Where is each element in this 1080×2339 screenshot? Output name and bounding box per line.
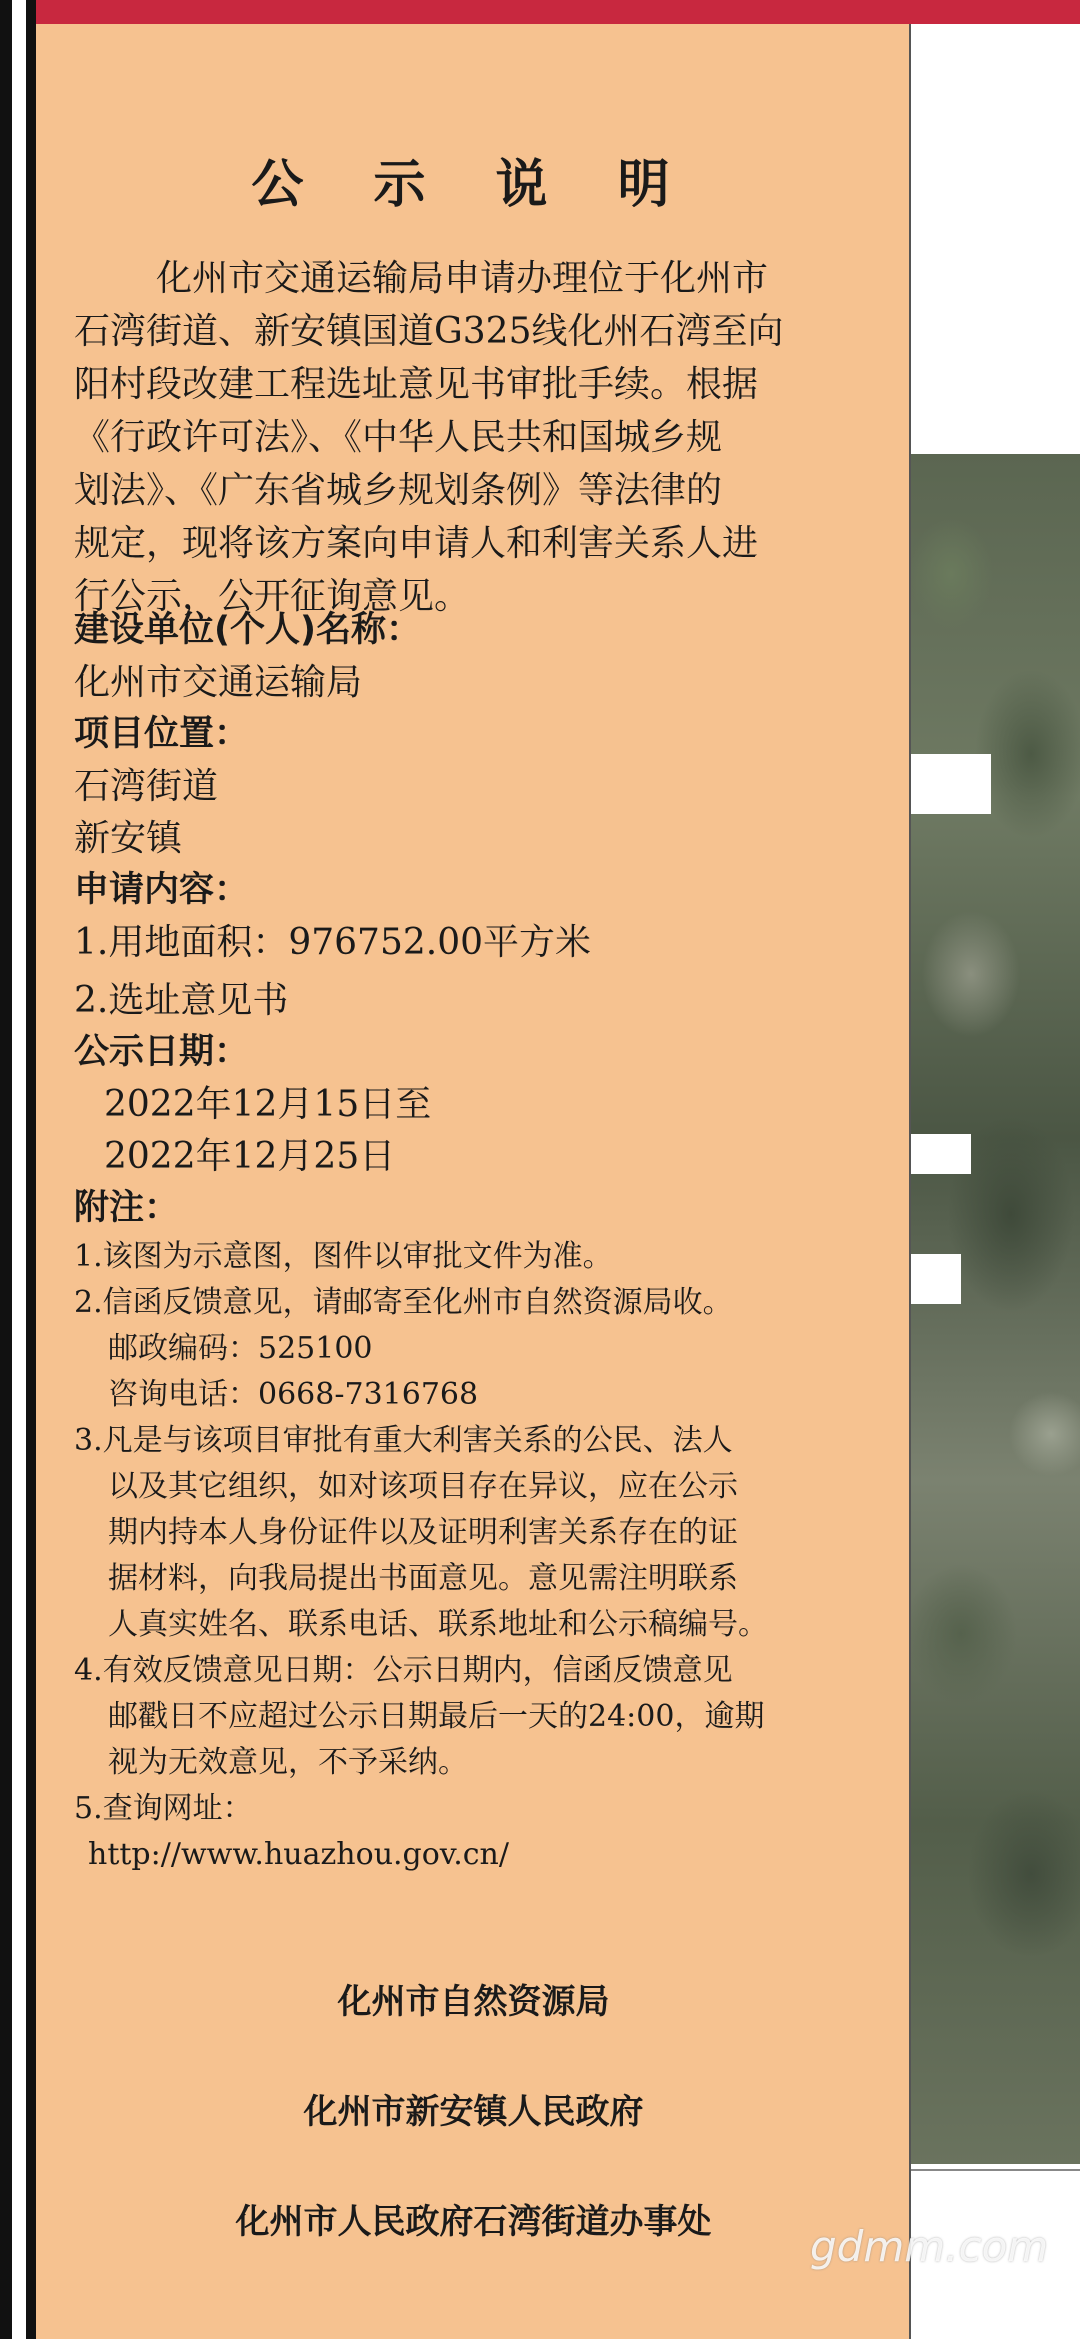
signatory-shiwan-subdistrict-office: 化州市人民政府石湾街道办事处 — [235, 2202, 712, 2242]
intro-paragraph — [74, 252, 884, 623]
watermark: gdmm.com — [810, 2222, 1049, 2271]
intro-line: 石湾街道、新安镇国道G325线化州石湾至向 — [74, 311, 784, 352]
signatory-xinan-town-government: 化州市新安镇人民政府 — [303, 2092, 644, 2132]
intro-line: 划法》、《广东省城乡规划条例》等法律的 — [74, 470, 723, 511]
intro-line: 行公示，公开征询意见。 — [74, 576, 471, 617]
note-item: 2.信函反馈意见，请邮寄至化州市自然资源局收。 — [74, 1285, 733, 1320]
note-item: 5.查询网址： — [74, 1791, 253, 1826]
postal-code: 邮政编码：525100 — [108, 1331, 373, 1366]
notice-panel — [36, 24, 911, 2339]
construction-unit-label: 建设单位(个人)名称： — [74, 610, 421, 650]
construction-unit-value: 化州市交通运输局 — [74, 662, 363, 703]
contact-phone: 咨询电话：0668-7316768 — [108, 1377, 479, 1412]
signatory-natural-resources-bureau: 化州市自然资源局 — [337, 1982, 610, 2022]
note-item-line: 据材料，向我局提出书面意见。意见需注明联系 — [108, 1561, 738, 1596]
note-item: 1.该图为示意图，图件以审批文件为准。 — [74, 1239, 613, 1274]
notes-list — [74, 1234, 894, 1878]
note-item: 3.凡是与该项目审批有重大利害关系的公民、法人 — [74, 1423, 733, 1458]
note-item-line: 以及其它组织，如对该项目存在异议，应在公示 — [108, 1469, 738, 1504]
application-item: 1.用地面积：976752.00平方米 — [74, 922, 592, 963]
project-location-value: 石湾街道 — [74, 766, 219, 807]
left-border-inner — [26, 0, 36, 2339]
project-location-value: 新安镇 — [74, 818, 183, 859]
map-blank-region — [911, 1134, 971, 1174]
intro-line: 《行政许可法》、《中华人民共和国城乡规 — [74, 417, 723, 458]
notice-title: 公 示 说 明 — [251, 155, 696, 215]
intro-line: 化州市交通运输局申请办理位于化州市 — [156, 258, 769, 299]
note-item-line: 邮戳日不应超过公示日期最后一天的24:00，逾期 — [108, 1699, 765, 1734]
project-location-label: 项目位置： — [74, 714, 250, 754]
application-label: 申请内容： — [74, 870, 250, 910]
note-item-line: 期内持本人身份证件以及证明利害关系存在的证 — [108, 1515, 738, 1550]
note-item-line: 视为无效意见，不予采纳。 — [108, 1745, 468, 1780]
note-item: 4.有效反馈意见日期：公示日期内，信函反馈意见 — [74, 1653, 733, 1688]
satellite-map-image — [911, 454, 1080, 2164]
map-blank-region — [911, 754, 991, 814]
intro-line: 阳村段改建工程选址意见书审批手续。根据 — [74, 364, 759, 405]
publicity-date-from: 2022年12月15日至 — [104, 1084, 432, 1125]
publicity-date-label: 公示日期： — [74, 1032, 250, 1072]
query-url-link[interactable]: http://www.huazhou.gov.cn/ — [88, 1837, 509, 1872]
left-frame — [0, 0, 36, 2339]
publicity-date-to: 2022年12月25日 — [104, 1136, 396, 1177]
top-red-band — [36, 0, 1080, 24]
application-item: 2.选址意见书 — [74, 980, 289, 1021]
left-border-outer — [0, 0, 12, 2339]
map-frame-line — [911, 2169, 1080, 2171]
intro-line: 规定，现将该方案向申请人和利害关系人进 — [74, 523, 759, 564]
map-area — [911, 24, 1080, 2339]
notes-label: 附注： — [74, 1188, 180, 1228]
map-blank-region — [911, 1254, 961, 1304]
note-item-line: 人真实姓名、联系电话、联系地址和公示稿编号。 — [108, 1607, 768, 1642]
